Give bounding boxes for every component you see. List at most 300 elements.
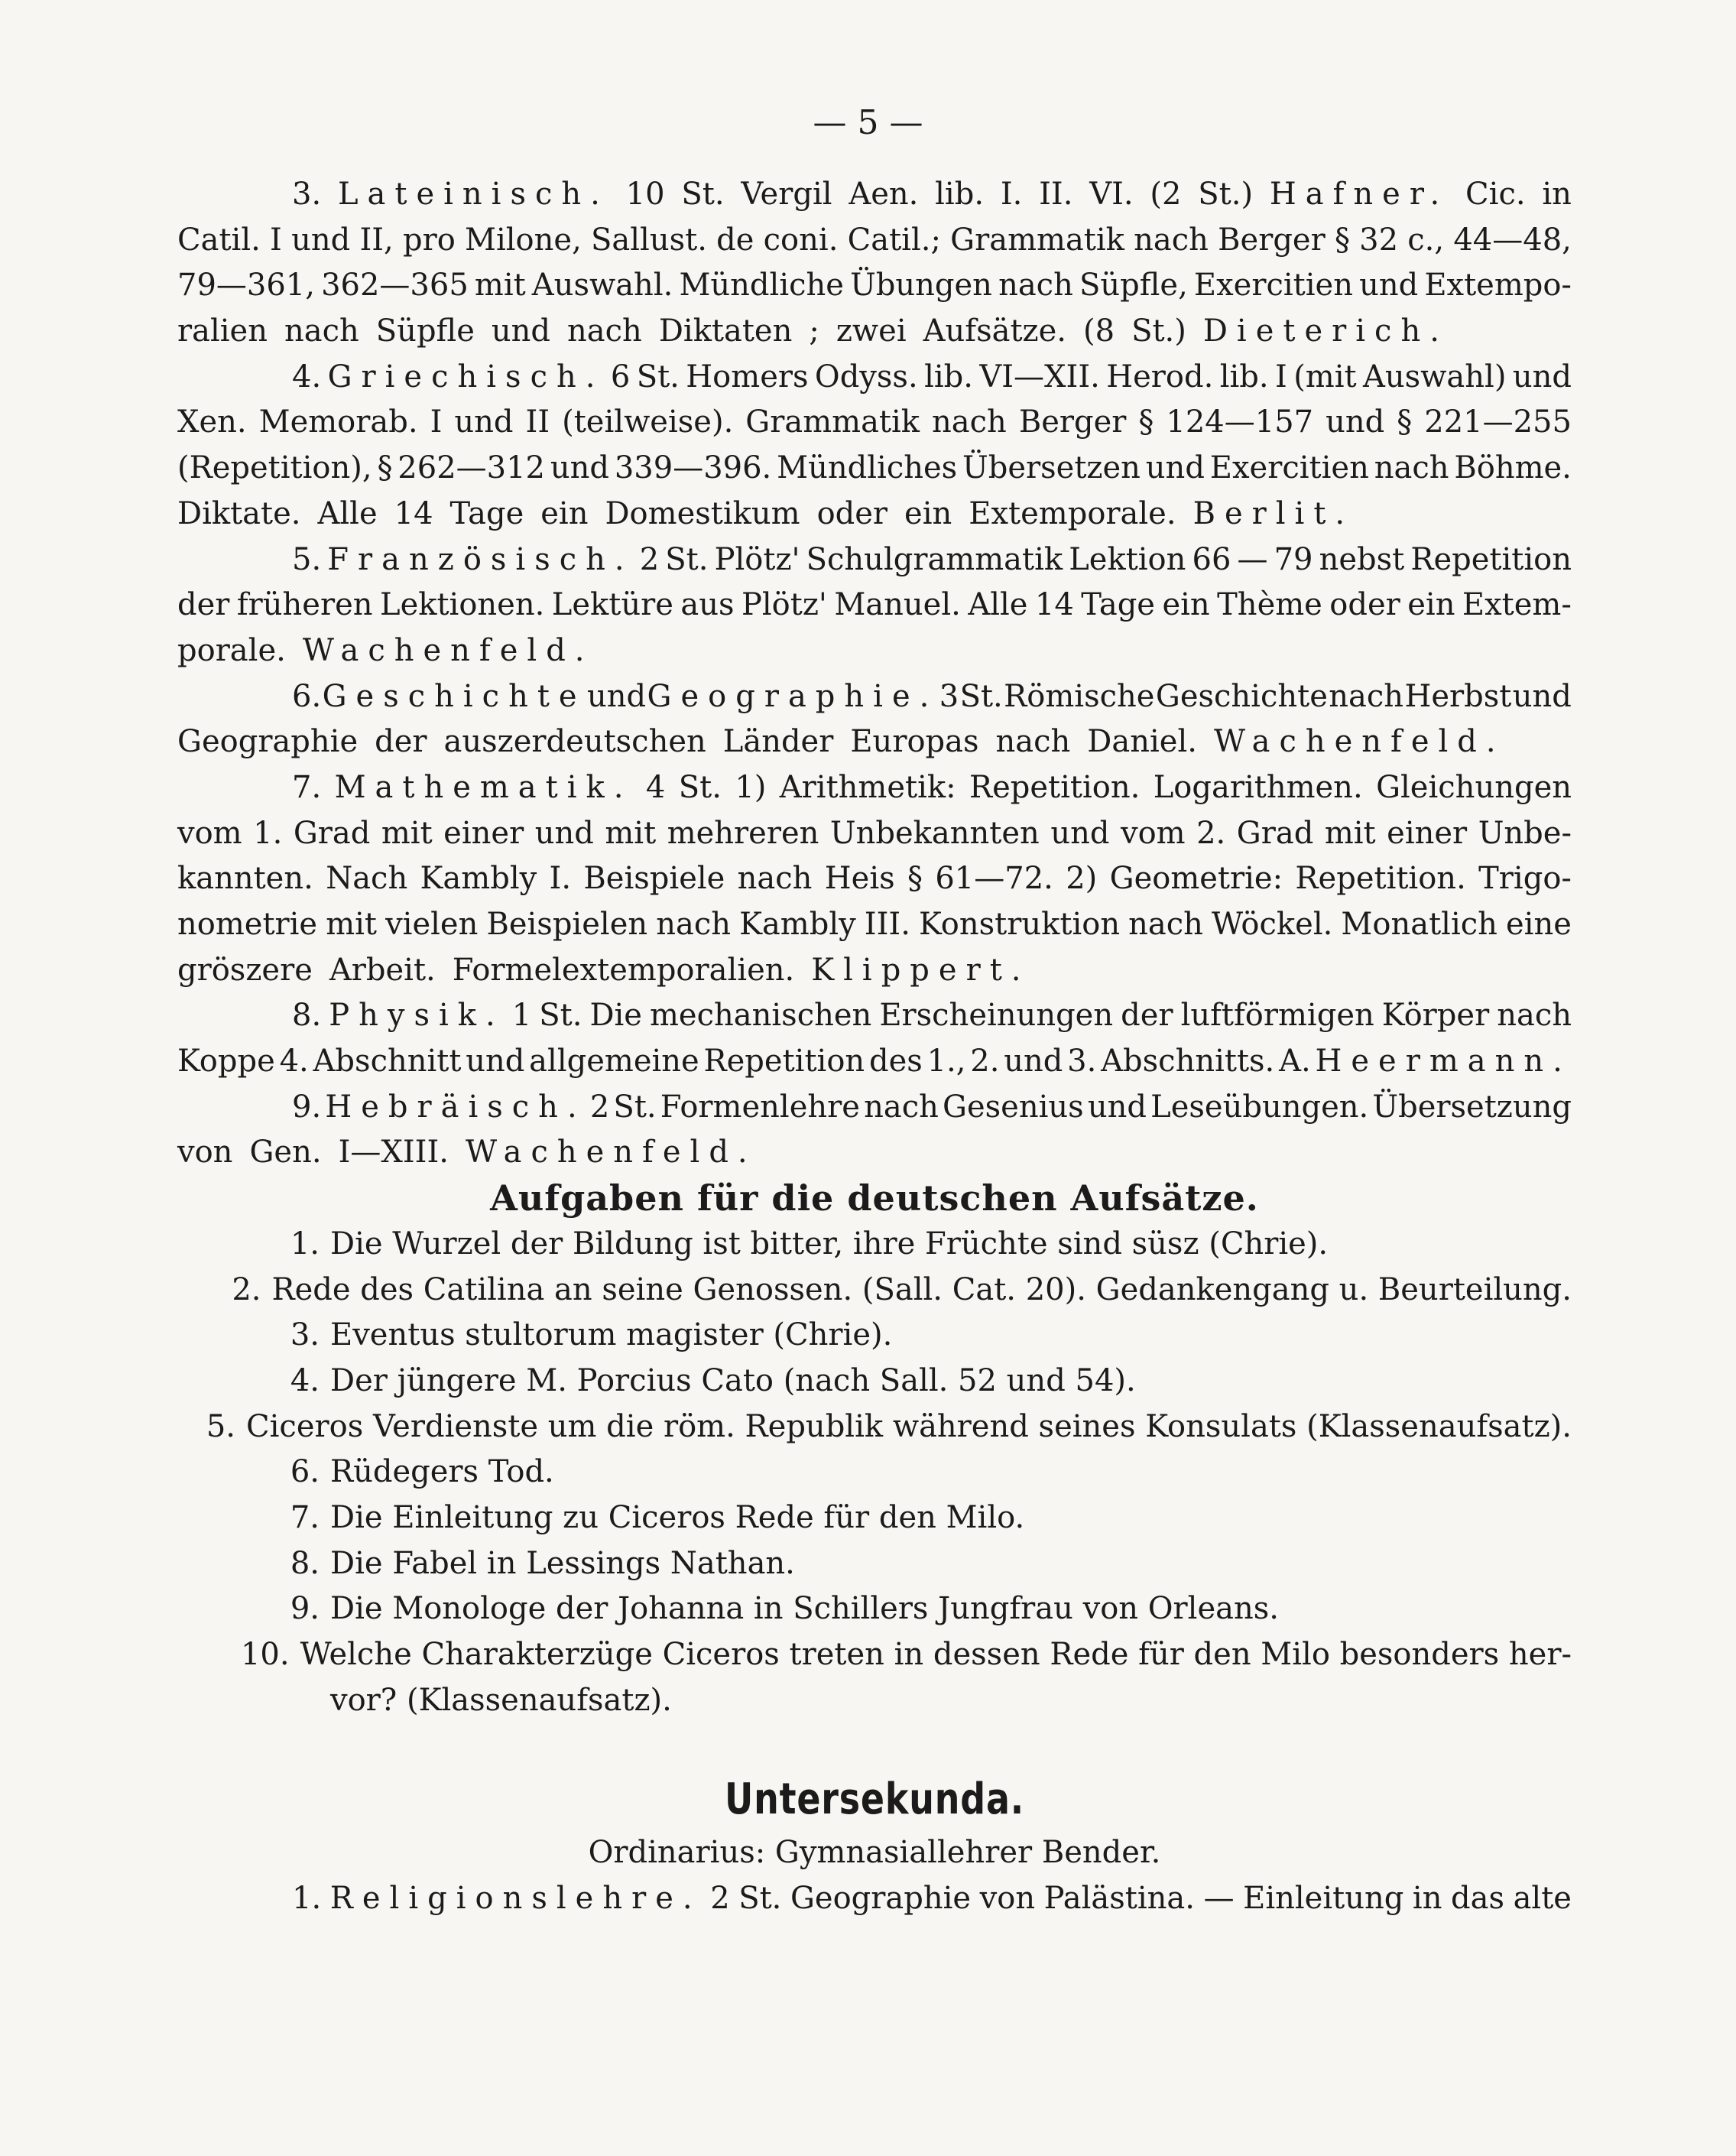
- word: ein: [1162, 587, 1210, 623]
- word: St.: [665, 541, 709, 577]
- word: Grad: [293, 815, 371, 851]
- word: Böhme.: [1454, 450, 1572, 486]
- word: Diktaten: [658, 313, 793, 349]
- word: nach: [932, 404, 1007, 440]
- word: von: [177, 1135, 233, 1171]
- word: lib.: [935, 177, 985, 212]
- word: 2.: [1196, 815, 1226, 851]
- word: Gesenius: [943, 1089, 1084, 1125]
- text-line: [177, 719, 1572, 765]
- word: Übersetzen: [962, 450, 1141, 486]
- essay-topic: [177, 1495, 1572, 1541]
- word: 262—312: [397, 450, 545, 486]
- word: nach: [995, 724, 1071, 760]
- word: und: [1087, 1089, 1147, 1125]
- word: Heermann.: [1315, 1044, 1572, 1080]
- word: 4.: [292, 359, 322, 395]
- word: Gleichungen: [1376, 769, 1572, 805]
- word: Repetition.: [1295, 861, 1466, 897]
- word: St.): [1131, 313, 1186, 349]
- essay-topic: [177, 1222, 1572, 1268]
- word: Religionslehre.: [329, 1880, 702, 1916]
- topic-number: [177, 1678, 330, 1724]
- word: nach: [1329, 678, 1404, 714]
- word: Milone,: [465, 222, 582, 258]
- word: Geographie.: [647, 678, 939, 714]
- word: Die: [589, 998, 642, 1034]
- word: nach: [284, 313, 359, 349]
- text-line: [177, 172, 1572, 218]
- ordinarius-line: Ordinarius: Gymnasiallehrer Bender.: [588, 1835, 1161, 1871]
- word: nach: [1128, 907, 1203, 942]
- word: St.: [678, 769, 722, 805]
- word: III.: [864, 907, 910, 942]
- word: Catil.;: [847, 222, 941, 258]
- word: 1.,: [926, 1044, 966, 1080]
- word: Unbe-: [1478, 815, 1572, 851]
- word: Römische: [1004, 678, 1155, 714]
- word: ein: [540, 495, 589, 531]
- word: Odyss.: [814, 359, 918, 395]
- word: Repetition.: [969, 769, 1141, 805]
- text-line: [177, 674, 1572, 720]
- word: VI.: [1089, 177, 1134, 212]
- word: II: [525, 404, 550, 440]
- word: Europas: [850, 724, 979, 760]
- word: Thème: [1217, 587, 1322, 623]
- word: der: [1121, 998, 1173, 1034]
- word: Formelextemporalien.: [452, 952, 795, 988]
- text-line: [177, 1130, 1572, 1176]
- word: Tage: [1081, 587, 1155, 623]
- word: und: [491, 313, 551, 349]
- word: und: [1326, 404, 1385, 440]
- topic-text: Ciceros Verdienste um die röm. Republik während seines Konsulats (Klassenaufsatz).: [246, 1408, 1572, 1444]
- word: Herbst: [1404, 678, 1512, 714]
- word: Auswahl): [1363, 359, 1507, 395]
- word: II,: [359, 222, 394, 258]
- word: eine: [1505, 907, 1572, 942]
- word: 2: [639, 541, 660, 577]
- word: Repetition: [703, 1044, 865, 1080]
- word: Schulgrammatik: [806, 541, 1063, 577]
- text-line: [177, 218, 1572, 264]
- word: Vergil: [741, 177, 832, 212]
- word: de: [716, 222, 754, 258]
- word: 1: [511, 998, 532, 1034]
- word: 5.: [292, 541, 322, 577]
- section-heading: Untersekunda.: [724, 1774, 1025, 1825]
- text-line: [177, 856, 1572, 902]
- word: 221—255: [1424, 404, 1572, 440]
- word: A.: [1279, 1044, 1311, 1080]
- topic-text: Rüdegers Tod.: [330, 1454, 554, 1490]
- word: Körper: [1381, 998, 1490, 1034]
- essay-topic: [177, 1404, 1572, 1450]
- word: nach: [1374, 450, 1449, 486]
- word: Formenlehre: [660, 1089, 860, 1125]
- word: Erscheinungen: [879, 998, 1114, 1034]
- word: Dieterich.: [1202, 313, 1449, 349]
- word: 3: [939, 678, 959, 714]
- word: 14: [394, 495, 433, 531]
- word: Heis: [824, 861, 895, 897]
- essay-topic: [177, 1632, 1572, 1678]
- word: Logarithmen.: [1153, 769, 1363, 805]
- word: und: [1145, 450, 1205, 486]
- text-line: [177, 446, 1572, 492]
- word: Tage: [449, 495, 524, 531]
- word: 8.: [292, 998, 322, 1034]
- word: 14: [1034, 587, 1074, 623]
- word: 10: [625, 177, 665, 212]
- word: I: [270, 222, 282, 258]
- word: in: [1412, 1880, 1442, 1916]
- word: coni.: [763, 222, 839, 258]
- word: mit: [1324, 815, 1376, 851]
- word: Grad: [1236, 815, 1314, 851]
- word: 362—365: [321, 268, 469, 304]
- word: in: [1542, 177, 1572, 212]
- word: 79: [1274, 541, 1313, 577]
- word: und: [1512, 359, 1572, 395]
- word: und: [1050, 815, 1110, 851]
- text-line: [177, 628, 1572, 674]
- word: nach: [567, 313, 642, 349]
- word: Grammatik: [745, 404, 920, 440]
- word: Wachenfeld.: [302, 632, 594, 668]
- word: Abschnitt: [313, 1044, 462, 1080]
- word: aus: [680, 587, 735, 623]
- word: (Repetition),: [177, 450, 372, 486]
- topic-number: 6.: [290, 1454, 320, 1490]
- word: Wachenfeld.: [1213, 724, 1505, 760]
- word: Sallust.: [591, 222, 707, 258]
- essay-topic: [177, 1313, 1572, 1359]
- word: 4: [645, 769, 666, 805]
- word: einer: [1387, 815, 1468, 851]
- text-line: [177, 355, 1572, 401]
- essay-topic: [177, 1586, 1572, 1632]
- word: oder: [1329, 587, 1400, 623]
- word: Wachenfeld.: [465, 1135, 757, 1171]
- word: Einleitung: [1243, 1880, 1404, 1916]
- text-line: [177, 1085, 1572, 1131]
- word: II.: [1039, 177, 1073, 212]
- word: Hafner.: [1269, 177, 1449, 212]
- word: Auswahl.: [531, 268, 673, 304]
- word: Exercitien: [1209, 450, 1369, 486]
- word: Catil.: [177, 222, 261, 258]
- word: des: [868, 1044, 923, 1080]
- word: 9.: [292, 1089, 322, 1125]
- word: alte: [1513, 1880, 1572, 1916]
- word: pro: [402, 222, 456, 258]
- word: und: [291, 222, 351, 258]
- topic-number: 4.: [290, 1362, 320, 1398]
- word: ein: [1407, 587, 1455, 623]
- word: mit: [605, 815, 657, 851]
- essay-topic: [177, 1450, 1572, 1495]
- topic-number: 7.: [290, 1499, 320, 1535]
- word: Alle: [968, 587, 1028, 623]
- word: (teilweise).: [562, 404, 734, 440]
- word: VI—XII.: [979, 359, 1100, 395]
- word: Plötz': [714, 541, 800, 577]
- word: St.: [738, 1880, 782, 1916]
- word: §: [377, 450, 393, 486]
- word: Unbekannten: [829, 815, 1040, 851]
- word: mehreren: [667, 815, 819, 851]
- word: Geschichte: [1155, 678, 1328, 714]
- word: St.: [681, 177, 725, 212]
- word: (8: [1083, 313, 1115, 349]
- essay-heading: Aufgaben für die deutschen Aufsätze.: [490, 1177, 1259, 1219]
- word: Grammatik: [950, 222, 1124, 258]
- word: früheren: [236, 587, 373, 623]
- word: Homers: [686, 359, 809, 395]
- word: mit: [326, 907, 377, 942]
- essay-topic: [177, 1541, 1572, 1587]
- word: auszerdeutschen: [443, 724, 706, 760]
- topic-number: 5.: [206, 1408, 236, 1444]
- word: Lektüre: [551, 587, 673, 623]
- word: nach: [656, 907, 731, 942]
- word: das: [1451, 1880, 1505, 1916]
- word: Nach: [326, 861, 408, 897]
- word: Physik.: [329, 998, 505, 1034]
- word: nach: [1497, 998, 1572, 1034]
- word: Beispielen: [486, 907, 648, 942]
- word: oder: [816, 495, 888, 531]
- word: Leseübungen.: [1150, 1089, 1369, 1125]
- word: mit: [474, 268, 526, 304]
- word: St.: [636, 359, 680, 395]
- word: 7.: [292, 769, 322, 805]
- word: 2.: [970, 1044, 1000, 1080]
- word: 44—48,: [1453, 222, 1572, 258]
- word: 1): [735, 769, 767, 805]
- topic-text: Rede des Catilina an seine Genossen. (Sall. Cat. 20). Gedankengang u. Beurteilung.: [271, 1271, 1572, 1307]
- word: vielen: [385, 907, 479, 942]
- word: St.): [1198, 177, 1254, 212]
- word: Geometrie:: [1109, 861, 1283, 897]
- word: Griechisch.: [327, 359, 605, 395]
- word: §: [1397, 404, 1413, 440]
- word: §: [1138, 404, 1154, 440]
- topic-text: Die Monologe der Johanna in Schillers Jungfrau von Orleans.: [330, 1591, 1279, 1627]
- word: Alle: [317, 495, 378, 531]
- word: ralien: [177, 313, 268, 349]
- word: 1.: [292, 1880, 322, 1916]
- word: vom: [1120, 815, 1186, 851]
- text-line: [177, 263, 1572, 309]
- word: Berlit.: [1192, 495, 1355, 531]
- word: lib.: [924, 359, 973, 395]
- topic-text: vor? (Klassenaufsatz).: [330, 1682, 672, 1718]
- word: Extem-: [1462, 587, 1572, 623]
- word: Geschichte: [322, 678, 586, 714]
- word: Aufsätze.: [923, 313, 1066, 349]
- topic-text: Der jüngere M. Porcius Cato (nach Sall. 52 und 54).: [330, 1362, 1136, 1398]
- essay-topic-list: [177, 1222, 1572, 1724]
- word: Lektionen.: [380, 587, 545, 623]
- text-line: [177, 1876, 1572, 1922]
- word: §: [1334, 222, 1350, 258]
- word: nach: [864, 1089, 939, 1125]
- word: Kambly: [739, 907, 856, 942]
- word: 2: [710, 1880, 730, 1916]
- word: St.: [959, 678, 1003, 714]
- word: und: [550, 450, 609, 486]
- word: Mündliches: [777, 450, 958, 486]
- word: —: [1203, 1880, 1235, 1916]
- word: (mit: [1293, 359, 1357, 395]
- word: 3.: [1067, 1044, 1097, 1080]
- topic-text: Welche Charakterzüge Ciceros treten in dessen Rede für den Milo besonders her-: [300, 1637, 1572, 1672]
- essay-topic: [177, 1678, 1572, 1724]
- word: St.: [539, 998, 582, 1034]
- word: allgemeine: [529, 1044, 699, 1080]
- word: 2: [589, 1089, 610, 1125]
- word: 1.: [253, 815, 283, 851]
- topic-number: 9.: [290, 1591, 320, 1627]
- word: 79—361,: [177, 268, 315, 304]
- word: Palästina.: [1043, 1880, 1195, 1916]
- word: Xen.: [177, 404, 247, 440]
- word: luftförmigen: [1180, 998, 1374, 1034]
- word: Herod.: [1106, 359, 1214, 395]
- word: und: [586, 678, 647, 714]
- word: 61—72.: [935, 861, 1053, 897]
- word: I.: [1000, 177, 1023, 212]
- word: Memorab.: [258, 404, 418, 440]
- word: Exercitien: [1193, 268, 1353, 304]
- word: ;: [809, 313, 819, 349]
- word: 32: [1359, 222, 1399, 258]
- essay-topic: [177, 1359, 1572, 1404]
- word: Trigo-: [1478, 861, 1572, 897]
- topic-number: 2.: [232, 1271, 261, 1307]
- text-line: [177, 309, 1572, 355]
- word: Manuel.: [834, 587, 961, 623]
- word: I: [1275, 359, 1287, 395]
- topic-text: Die Fabel in Lessings Nathan.: [330, 1545, 795, 1581]
- word: von: [979, 1880, 1036, 1916]
- word: c.,: [1407, 222, 1445, 258]
- word: 4.: [279, 1044, 309, 1080]
- text-line: [177, 492, 1572, 537]
- word: I: [430, 404, 443, 440]
- word: mit: [381, 815, 433, 851]
- word: 124—157: [1166, 404, 1314, 440]
- text-line: [177, 765, 1572, 811]
- word: Kambly: [420, 861, 537, 897]
- word: St.: [613, 1089, 657, 1125]
- word: Hebräisch.: [325, 1089, 586, 1125]
- word: Länder: [722, 724, 834, 760]
- word: Lateinisch.: [337, 177, 609, 212]
- topic-number: 10.: [240, 1637, 290, 1672]
- word: Domestikum: [605, 495, 800, 531]
- word: Aen.: [849, 177, 919, 212]
- word: Arithmetik:: [779, 769, 956, 805]
- word: vom: [177, 815, 242, 851]
- word: Lektion: [1069, 541, 1186, 577]
- word: Abschnitts.: [1101, 1044, 1275, 1080]
- word: §: [907, 861, 923, 897]
- word: Mathematik.: [334, 769, 633, 805]
- word: (2: [1150, 177, 1182, 212]
- word: Konstruktion: [919, 907, 1121, 942]
- word: Beispiele: [583, 861, 725, 897]
- word: Plötz': [741, 587, 827, 623]
- word: Süpfle,: [1079, 268, 1188, 304]
- word: nach: [1134, 222, 1209, 258]
- text-line: [177, 948, 1572, 994]
- text-line: [177, 902, 1572, 948]
- topic-number: 1.: [290, 1226, 320, 1261]
- word: Wöckel.: [1212, 907, 1333, 942]
- word: Gen.: [249, 1135, 322, 1171]
- word: 6.: [292, 678, 322, 714]
- word: 6: [610, 359, 631, 395]
- word: I—XIII.: [338, 1135, 449, 1171]
- word: und: [534, 815, 594, 851]
- text-line: [177, 583, 1572, 628]
- word: Berger: [1218, 222, 1326, 258]
- word: 66: [1192, 541, 1231, 577]
- word: der: [177, 587, 230, 623]
- essay-topic: [177, 1268, 1572, 1313]
- word: lib.: [1219, 359, 1269, 395]
- word: porale.: [177, 632, 286, 668]
- word: Daniel.: [1087, 724, 1197, 760]
- word: I.: [549, 861, 572, 897]
- text-line: [177, 400, 1572, 446]
- page-number: — 5 —: [813, 103, 923, 142]
- word: und: [1359, 268, 1419, 304]
- word: der: [375, 724, 427, 760]
- word: 339—396.: [614, 450, 772, 486]
- word: Cic.: [1465, 177, 1526, 212]
- word: Diktate.: [177, 495, 301, 531]
- word: Mündliche: [679, 268, 844, 304]
- word: Geographie: [790, 1880, 972, 1916]
- word: nometrie: [177, 907, 318, 942]
- word: nach: [737, 861, 813, 897]
- word: und: [1004, 1044, 1063, 1080]
- word: und: [466, 1044, 525, 1080]
- word: gröszere: [177, 952, 313, 988]
- topic-number: 8.: [290, 1545, 320, 1581]
- word: zwei: [836, 313, 907, 349]
- word: und: [454, 404, 514, 440]
- word: kannten.: [177, 861, 313, 897]
- word: Extempo-: [1424, 268, 1572, 304]
- word: Monatlich: [1341, 907, 1498, 942]
- word: und: [1512, 678, 1572, 714]
- curriculum-paragraphs: [177, 172, 1572, 1176]
- word: Französisch.: [327, 541, 634, 577]
- word: ein: [904, 495, 952, 531]
- word: Übungen: [850, 268, 992, 304]
- text-line: [177, 1039, 1572, 1085]
- topic-text: Die Wurzel der Bildung ist bitter, ihre Früchte sind süsz (Chrie).: [330, 1226, 1329, 1261]
- text-line: [177, 993, 1572, 1039]
- word: Süpfle: [375, 313, 475, 349]
- word: mechanischen: [650, 998, 872, 1034]
